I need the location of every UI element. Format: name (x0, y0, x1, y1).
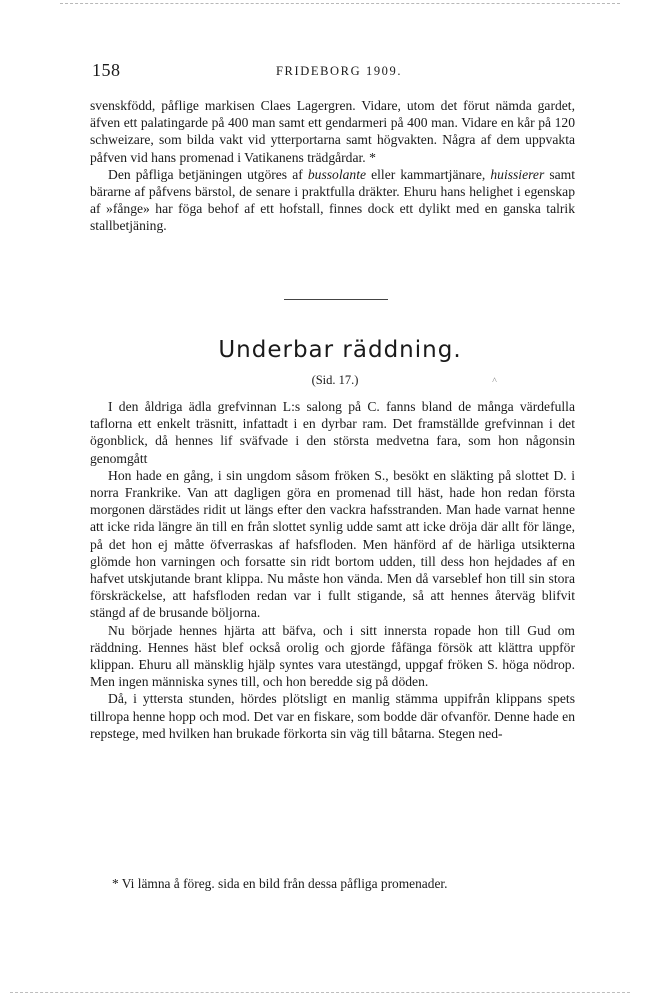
paragraph: Nu började hennes hjärta att bäfva, och i sitt innersta ropade hon till Gud om räddning. Hennes häst blef också orolig och gjorde fåfänga försök att klättra uppför klippan. Ehuru all mänsklig hjälp syntes vara utestängd, uppgaf fröken S. höga nödrop. Men ingen människa synes till, och hon beredde sig på döden. (90, 622, 575, 690)
section-divider (284, 299, 388, 300)
scan-edge-bottom (10, 992, 630, 993)
paragraph (90, 166, 575, 235)
article-body (90, 398, 575, 742)
text-run: Den påfliga betjäningen utgöres af (108, 166, 308, 182)
print-mark: ˄ (492, 375, 498, 385)
scan-edge-top (60, 3, 620, 4)
article-title: Underbar räddning. (218, 337, 462, 363)
footnote: * Vi lämna å föreg. sida en bild från dessa påfliga promenader. (112, 876, 448, 891)
italic-term: huissierer (490, 166, 545, 182)
running-head: FRIDEBORG 1909. (276, 64, 403, 78)
paragraph: Hon hade en gång, i sin ungdom såsom fröken S., besökt en släkting på slottet D. i norra Frankrike. Van att dagligen göra en promenad till häst, hade hon redan första morgonen därstädes ridit ut längs efter den vackra hafsstranden. Man hade varnat henne att icke rida längre än till en från slottet synlig udde samt att icke dröja där allt för länge, på det hon ej måtte öfverraskas af hafsfloden. Men hänförd af de härliga utsikterna glömde hon varningen och forsatte sin ridt bortom udden, till dess hon hejdades af en hafvet utskjutande brant klippa. Nu måste hon vända. Men då varseblef hon till sin stora förskräckelse, att hafsfloden redan var i fullt stigande, så att hennes återväg blifvit stängd af de brusande böljorna. (90, 467, 575, 621)
article-page-reference: (Sid. 17.) (311, 373, 359, 387)
paragraph: Då, i yttersta stunden, hördes plötsligt en manlig stämma uppifrån klippans spets tillropa henne hopp och mod. Det var en fiskare, som bodde där ofvanför. Denne hade en repstege, med hvilken han brukade förkorta sin väg till båtarna. Stegen ned- (90, 691, 575, 741)
paragraph: svenskfödd, påflige markisen Claes Lagergren. Vidare, utom det förut nämda gardet, äfven ett palatingarde på 400 man samt ett gendarmeri på 400 man. Vidare en kår på 120 schweizare, som bilda vakt vid ytterportarna samt högvakten. Några af dem uppvakta påfven vid hans promenad i Vatikanens trädgårdar. * (90, 98, 575, 165)
text-run: eller kammartjänare, (366, 166, 491, 182)
page-number: 158 (92, 60, 121, 80)
text-run: samt bärarne af påfvens bärstol, de senare i praktfulla dräkter. Ehuru hans helighet i egenskap af »fånge» har föga behof af ett hofstall, finnes dock ett dylikt med en ganska talrik stallbetjäning. (90, 166, 576, 234)
italic-term: bussolante (307, 166, 367, 182)
section-continued-text (90, 97, 575, 235)
paragraph: I den åldriga ädla grefvinnan L:s salong på C. fanns bland de många värdefulla taflorna ett enkelt träsnitt, infattadt i en dyrbar ram. Det framställde grefvinnan i det ögonblick, då hennes lif sväfvade i den största medvetna fara, som hon någonsin genomgått (90, 399, 575, 466)
